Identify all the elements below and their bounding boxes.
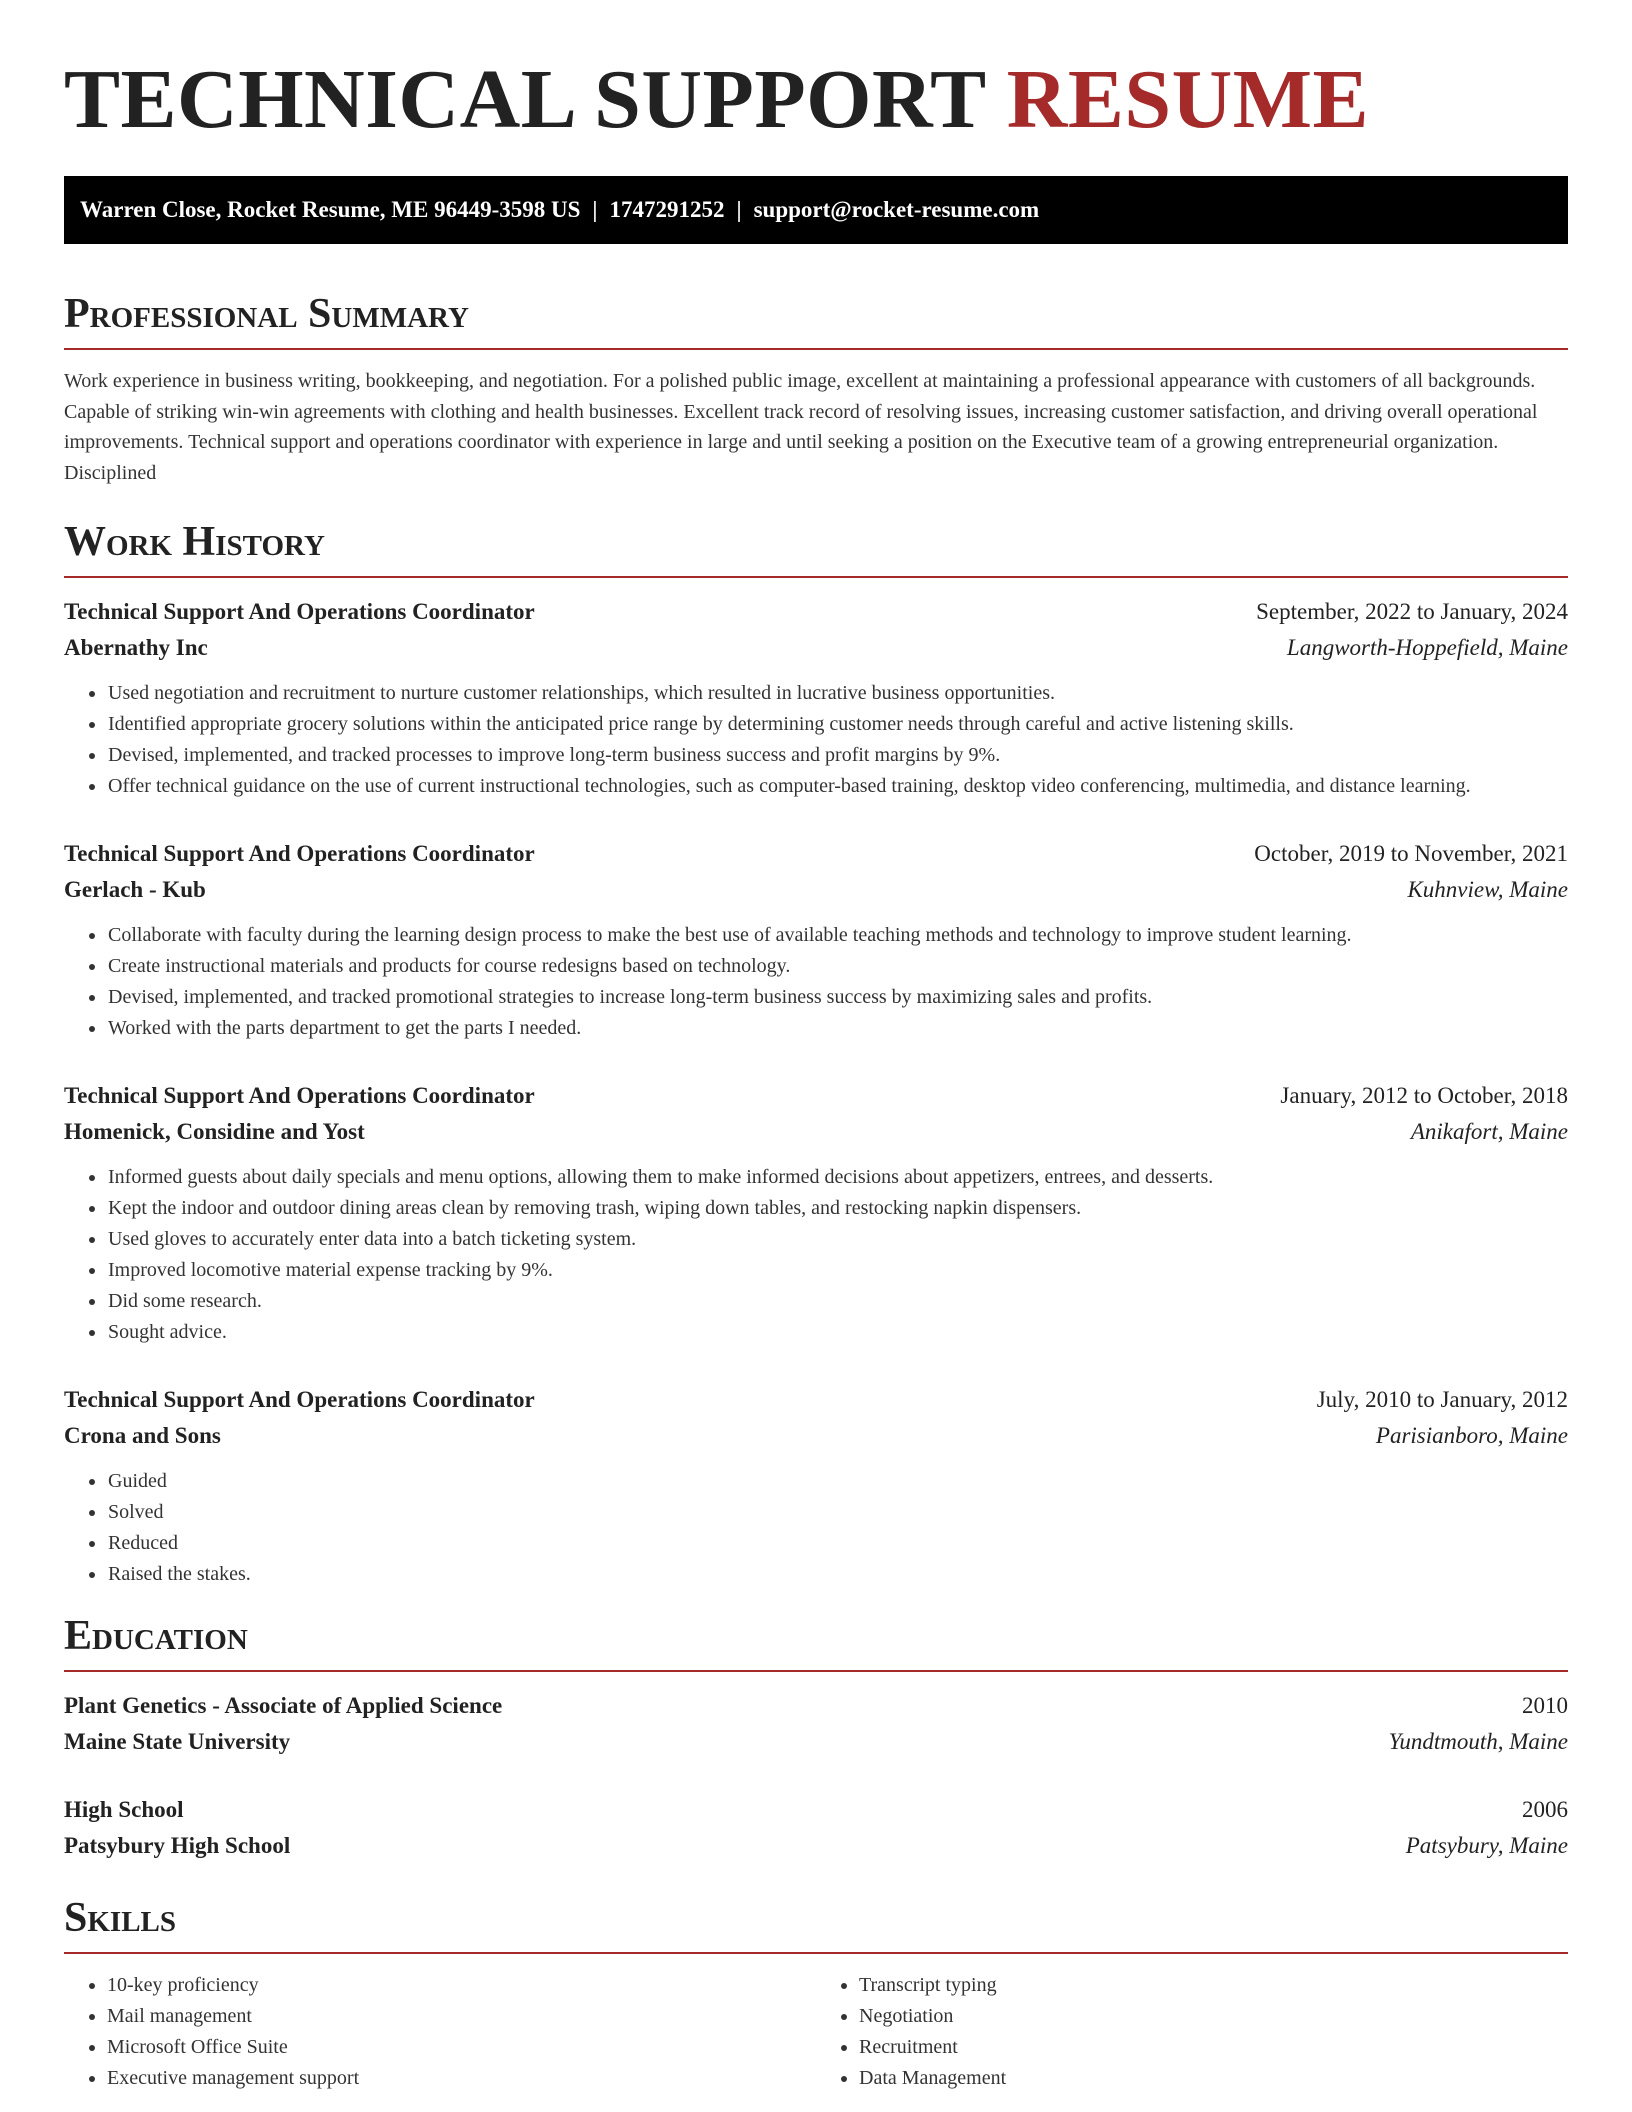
education-year: 2010 [1522,1693,1568,1718]
job-company-row [64,630,1568,666]
job-bullet: • Raised the stakes. [107,1559,1568,1590]
title-main: TECHNICAL SUPPORT [64,53,986,146]
education-entry [64,1688,1568,1760]
summary-section [64,290,1568,488]
education-location: Patsybury, Maine [1405,1833,1568,1858]
job-title: Technical Support And Operations Coordinator [64,1083,535,1108]
job-bullet: • Did some research. [107,1286,1568,1317]
education-section [64,1612,1568,1864]
work-history-section [64,518,1568,1590]
section-divider [64,1952,1568,1954]
education-degree-row [64,1688,1568,1724]
job-bullet: • Guided [107,1466,1568,1497]
job-title: Technical Support And Operations Coordinator [64,599,535,624]
job-company: Homenick, Considine and Yost [64,1119,365,1144]
job-bullet: • Devised, implemented, and tracked processes to improve long-term business success and profit margins by 9%. [107,740,1568,771]
job-bullet: • Collaborate with faculty during the learning design process to make the best use of available teaching methods and technology to improve student learning. [107,920,1568,951]
job-bullet: • Reduced [107,1528,1568,1559]
skill-item: • Recruitment [859,2032,1568,2063]
job-bullets [64,1466,1568,1590]
job-bullet: • Kept the indoor and outdoor dining areas clean by removing trash, wiping down tables, and restocking napkin dispensers. [107,1193,1568,1224]
job-company: Gerlach - Kub [64,877,206,902]
job-location: Anikafort, Maine [1410,1119,1568,1144]
education-entry [64,1792,1568,1864]
job-bullet: • Worked with the parts department to get the parts I needed. [107,1013,1568,1044]
section-divider [64,1670,1568,1672]
job-bullets [64,920,1568,1044]
section-divider [64,576,1568,578]
skill-item: • Microsoft Office Suite [107,2032,816,2063]
job-header-row [64,1078,1568,1114]
job-company-row [64,872,1568,908]
section-divider [64,348,1568,350]
job-bullets [64,1162,1568,1348]
contact-email: support@rocket-resume.com [753,197,1040,222]
job-bullet: • Used gloves to accurately enter data into a batch ticketing system. [107,1224,1568,1255]
job-title: Technical Support And Operations Coordinator [64,1387,535,1412]
resume-title [64,0,1568,146]
skill-item: • Transcript typing [859,1970,1568,2001]
skills-section [64,1894,1568,2094]
job-bullet: • Improved locomotive material expense tracking by 9%. [107,1255,1568,1286]
job-entry [64,1078,1568,1348]
skill-item: • Negotiation [859,2001,1568,2032]
education-degree: High School [64,1797,184,1822]
skill-item: • Data Management [859,2063,1568,2094]
job-bullet: • Solved [107,1497,1568,1528]
education-location: Yundtmouth, Maine [1388,1729,1568,1754]
job-bullets [64,678,1568,802]
job-bullet: • Create instructional materials and products for course redesigns based on technology. [107,951,1568,982]
job-bullet: • Offer technical guidance on the use of current instructional technologies, such as computer-based training, desktop video conferencing, multimedia, and distance learning. [107,771,1568,802]
education-school-row [64,1828,1568,1864]
skills-list-right [816,1970,1568,2094]
job-dates: October, 2019 to November, 2021 [1254,841,1568,866]
education-school: Patsybury High School [64,1833,291,1858]
job-company: Abernathy Inc [64,635,208,660]
contact-separator: | [736,197,742,222]
contact-address: Warren Close, Rocket Resume, ME 96449-3598 US [80,197,581,222]
education-year: 2006 [1522,1797,1568,1822]
job-bullet: • Devised, implemented, and tracked promotional strategies to increase long-term business success by maximizing sales and profits. [107,982,1568,1013]
job-title: Technical Support And Operations Coordinator [64,841,535,866]
skill-item: • Mail management [107,2001,816,2032]
job-header-row [64,1382,1568,1418]
job-dates: January, 2012 to October, 2018 [1280,1083,1568,1108]
skills-columns [64,1970,1568,2094]
job-entry [64,594,1568,802]
job-company-row [64,1114,1568,1150]
summary-text: Work experience in business writing, bookkeeping, and negotiation. For a polished public image, excellent at maintaining a professional appearance with customers of all backgrounds. Capable of striking win-win agreements with clothing and health businesses. Excellent track record of resolving issues, increasing customer satisfaction, and driving overall operational improvements. Technical support and operations coordinator with experience in large and until seeking a position on the Executive team of a growing entrepreneurial organization. Disciplined [64,370,1538,484]
education-school-row [64,1724,1568,1760]
job-location: Langworth-Hoppefield, Maine [1286,635,1568,660]
job-company-row [64,1418,1568,1454]
skill-item: • 10-key proficiency [107,1970,816,2001]
section-heading-skills: Skills [64,1895,177,1941]
skills-list-left [64,1970,816,2094]
section-heading-education: Education [64,1613,248,1659]
section-heading-work-history: Work History [64,519,325,565]
section-heading-summary: Professional Summary [64,291,469,337]
education-degree: Plant Genetics - Associate of Applied Science [64,1693,503,1718]
job-location: Parisianboro, Maine [1375,1423,1568,1448]
contact-phone: 1747291252 [609,197,725,222]
resume-page [64,0,1568,2094]
education-degree-row [64,1792,1568,1828]
job-company: Crona and Sons [64,1423,221,1448]
skill-item: • Executive management support [107,2063,816,2094]
job-bullet: • Used negotiation and recruitment to nurture customer relationships, which resulted in lucrative business opportunities. [107,678,1568,709]
contact-bar [64,176,1568,244]
job-location: Kuhnview, Maine [1407,877,1568,902]
title-accent: RESUME [1006,53,1370,146]
job-bullet: • Informed guests about daily specials and menu options, allowing them to make informed decisions about appetizers, entrees, and desserts. [107,1162,1568,1193]
education-school: Maine State University [64,1729,291,1754]
job-bullet: • Sought advice. [107,1317,1568,1348]
job-dates: September, 2022 to January, 2024 [1256,599,1568,624]
job-entry [64,836,1568,1044]
job-entry [64,1382,1568,1590]
job-dates: July, 2010 to January, 2012 [1316,1387,1568,1412]
job-header-row [64,594,1568,630]
contact-separator: | [592,197,598,222]
job-header-row [64,836,1568,872]
job-bullet: • Identified appropriate grocery solutions within the anticipated price range by determining customer needs through careful and active listening skills. [107,709,1568,740]
